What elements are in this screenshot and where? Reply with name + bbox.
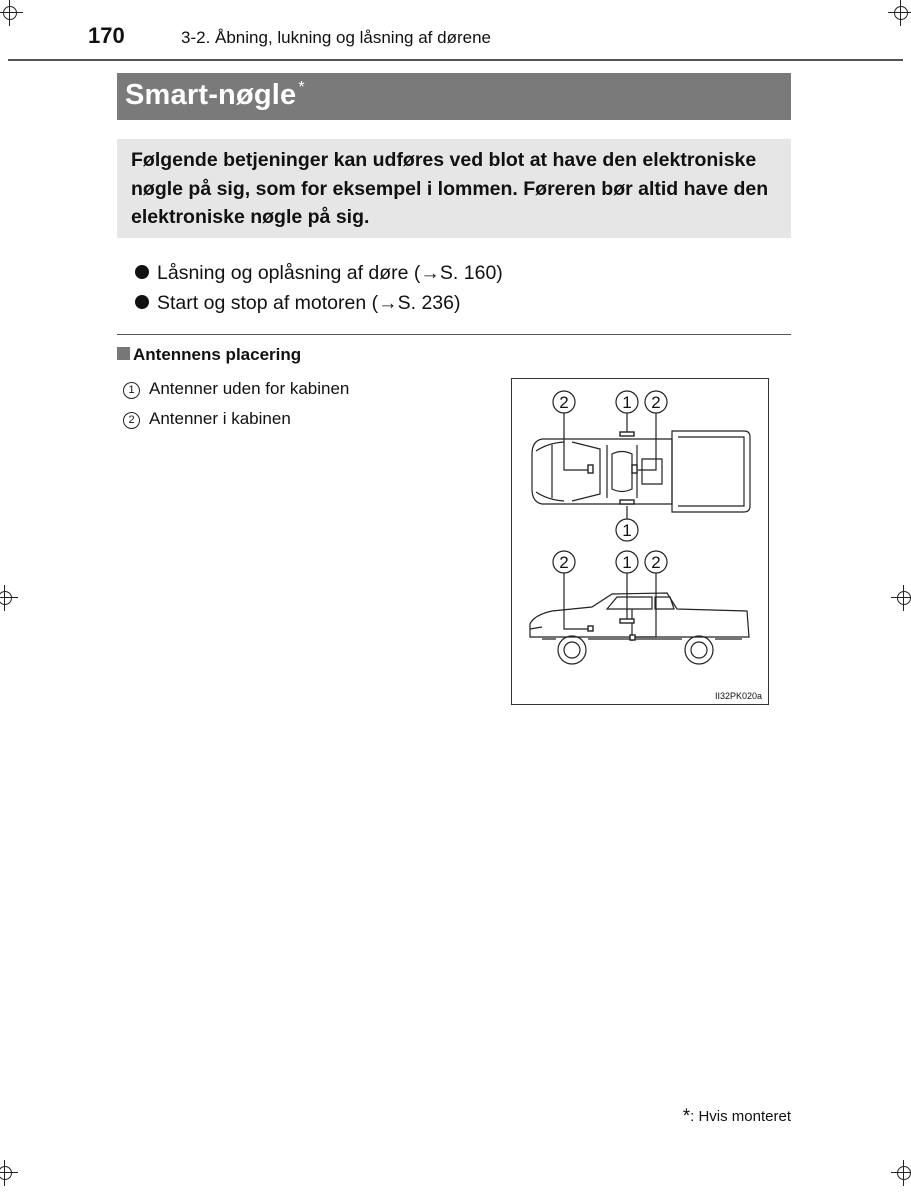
legend-item [123, 404, 349, 434]
antenna-location-figure [511, 378, 769, 705]
title-bar [117, 73, 791, 120]
callout-number: 2 [559, 553, 569, 572]
footnote-text: : Hvis monteret [690, 1108, 791, 1125]
bullet-dot-icon [135, 295, 149, 309]
circled-number-icon: 1 [123, 382, 140, 399]
bullet-dot-icon [135, 265, 149, 279]
callout-number: 1 [622, 553, 632, 572]
registration-mark-mid-right [891, 585, 911, 611]
callout-number: 1 [622, 393, 632, 412]
antenna-legend [123, 374, 349, 434]
truck-top-view-icon [532, 431, 750, 512]
figure-code: II32PK020a [714, 691, 762, 701]
footnote [683, 1106, 791, 1128]
header-divider [8, 59, 903, 61]
bullet-text: Låsning og oplåsning af døre (→S. 160) [157, 262, 503, 284]
callout-number: 2 [651, 553, 661, 572]
bullet-item [135, 258, 503, 288]
legend-label: Antenner i kabinen [149, 409, 291, 428]
section-divider [117, 334, 791, 335]
page-title [125, 79, 305, 112]
registration-mark-top-left [0, 0, 23, 26]
callout-number: 2 [651, 393, 661, 412]
legend-item [123, 374, 349, 404]
registration-mark-mid-left [0, 585, 18, 611]
section-heading-text: Antennens placering [133, 345, 302, 364]
footnote-asterisk: * [682, 1106, 691, 1127]
title-asterisk: * [298, 79, 305, 96]
callout-number: 1 [622, 521, 632, 540]
callout-number: 2 [559, 393, 569, 412]
registration-mark-bottom-right [891, 1160, 911, 1186]
page-title-text: Smart-nøgle [125, 79, 297, 111]
running-head: 3-2. Åbning, lukning og låsning af dørene [181, 28, 491, 47]
legend-label: Antenner uden for kabinen [149, 379, 350, 398]
section-heading [117, 345, 301, 365]
page-number: 170 [88, 23, 125, 48]
vehicle-illustration [512, 379, 768, 704]
bullet-text: Start og stop af motoren (→S. 236) [157, 292, 461, 314]
bullet-item [135, 288, 503, 318]
bullet-list [135, 258, 503, 318]
intro-text: Følgende betjeninger kan udføres ved blot at have den elektroniske nøgle på sig, som for eksempel i lommen. Føreren bør altid have den elektroniske nøgle på sig. [131, 149, 769, 228]
truck-side-view-icon [530, 593, 749, 664]
square-bullet-icon [117, 347, 130, 360]
circled-number-icon: 2 [123, 412, 140, 429]
intro-box [117, 139, 791, 238]
registration-mark-bottom-left [0, 1160, 18, 1186]
registration-mark-top-right [888, 0, 911, 26]
